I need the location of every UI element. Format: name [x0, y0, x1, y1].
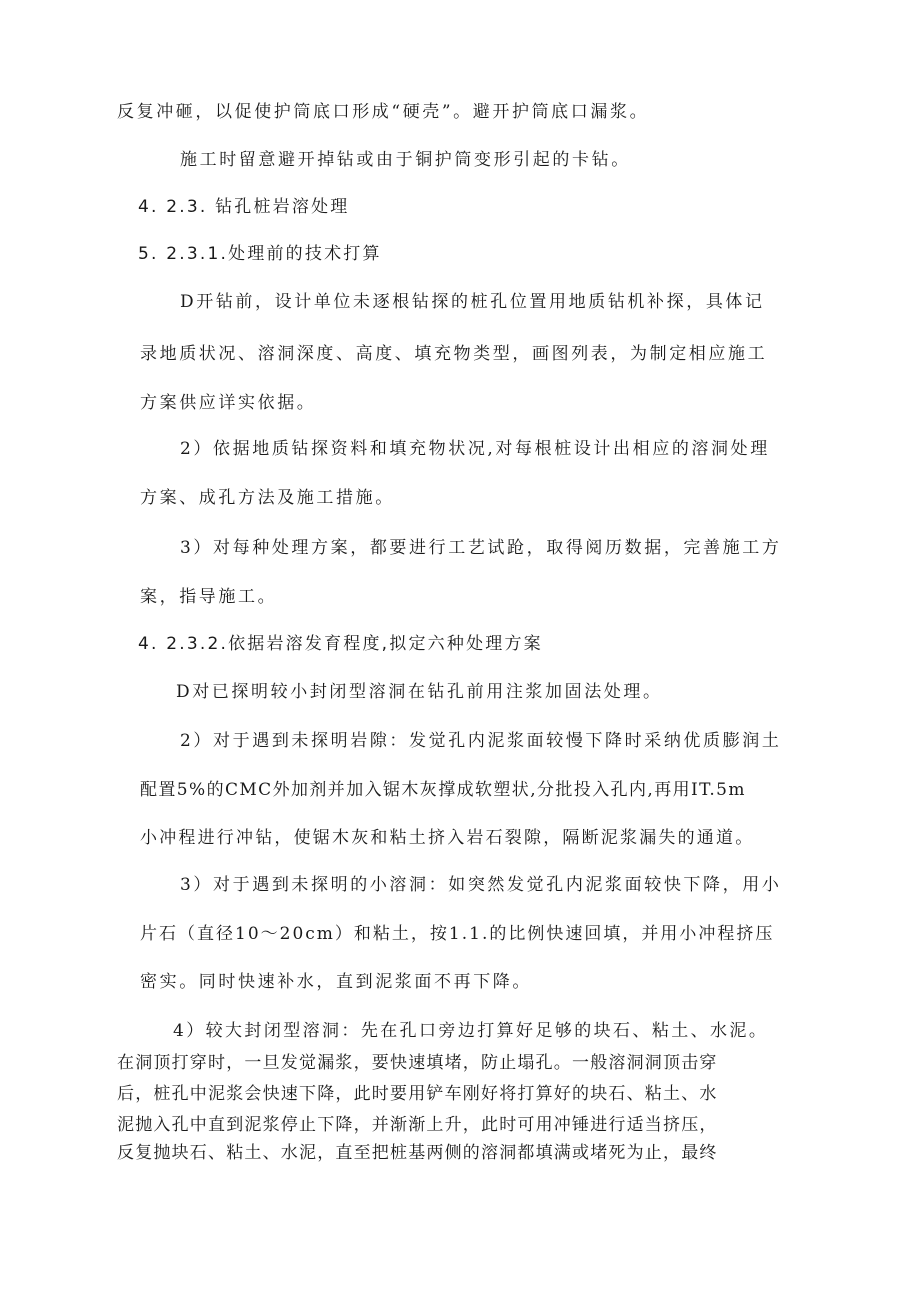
- text-line-11: 案，指导施工。: [140, 587, 278, 607]
- text-line-15: 配置5%的CMC外加剂并加入锯木灰撑成软塑状,分批投入孔内,再用IT.5m: [140, 780, 746, 800]
- text-line-14: 2）对于遇到未探明岩隙：发觉孔内泥浆面较慢下降时采纳优质膨润土: [180, 731, 782, 751]
- text-line-1: 反复冲砸，以促使护筒底口形成“硬壳”。避开护筒底口漏浆。: [117, 102, 650, 122]
- section-heading-2-3: 4. 2.3. 钻孔桩岩溶处理: [138, 197, 350, 217]
- text-line-17: 3）对于遇到未探明的小溶洞：如突然发觉孔内泥浆面较快下降，用小: [180, 875, 782, 895]
- text-line-21: 在洞顶打穿时，一旦发觉漏浆，要快速填堵，防止塌孔。一般溶洞洞顶击穿: [117, 1053, 718, 1073]
- text-line-23: 泥抛入孔中直到泥浆停止下降，并渐渐上升，此时可用冲锤进行适当挤压，: [117, 1115, 718, 1135]
- text-line-19: 密实。同时快速补水，直到泥浆面不再下降。: [140, 972, 532, 992]
- text-line-9: 方案、成孔方法及施工措施。: [140, 488, 395, 508]
- text-line-7: 方案供应详实依据。: [140, 393, 317, 413]
- text-line-16: 小冲程进行冲钻，使锯木灰和粘土挤入岩石裂隙，隔断泥浆漏失的通道。: [140, 828, 755, 848]
- text-line-22: 后，桩孔中泥浆会快速下降，此时要用铲车刚好将打算好的块石、粘土、水: [117, 1084, 718, 1104]
- section-heading-2-3-2: 4. 2.3.2.依据岩溶发育程度,拟定六种处理方案: [138, 634, 543, 654]
- text-line-20: 4）较大封闭型溶洞：先在孔口旁边打算好足够的块石、粘土、水泥。: [173, 1021, 769, 1041]
- text-line-24: 反复抛块石、粘土、水泥，直至把桩基两侧的溶洞都填满或堵死为止，最终: [117, 1143, 718, 1163]
- text-line-13: D对已探明较小封闭型溶洞在钻孔前用注浆加固法处理。: [176, 682, 663, 702]
- section-heading-2-3-1: 5. 2.3.1.处理前的技术打算: [138, 244, 382, 264]
- text-line-8: 2）依据地质钻探资料和填充物状况,对每根桩设计出相应的溶洞处理: [180, 439, 770, 459]
- text-line-6: 录地质状况、溶洞深度、高度、填充物类型，画图列表，为制定相应施工: [140, 344, 768, 364]
- text-line-5: D开钻前，设计单位未逐根钻探的桩孔位置用地质钻机补探，具体记: [180, 292, 765, 312]
- text-line-2: 施工时留意避开掉钻或由于铜护筒变形引起的卡钻。: [180, 150, 631, 170]
- text-line-10: 3）对每种处理方案，都要进行工艺试跄，取得阅历数据，完善施工方: [180, 538, 782, 558]
- text-line-18: 片石（直径10〜20cm）和粘土，按1.1.的比例快速回填，并用小冲程挤压: [140, 924, 775, 944]
